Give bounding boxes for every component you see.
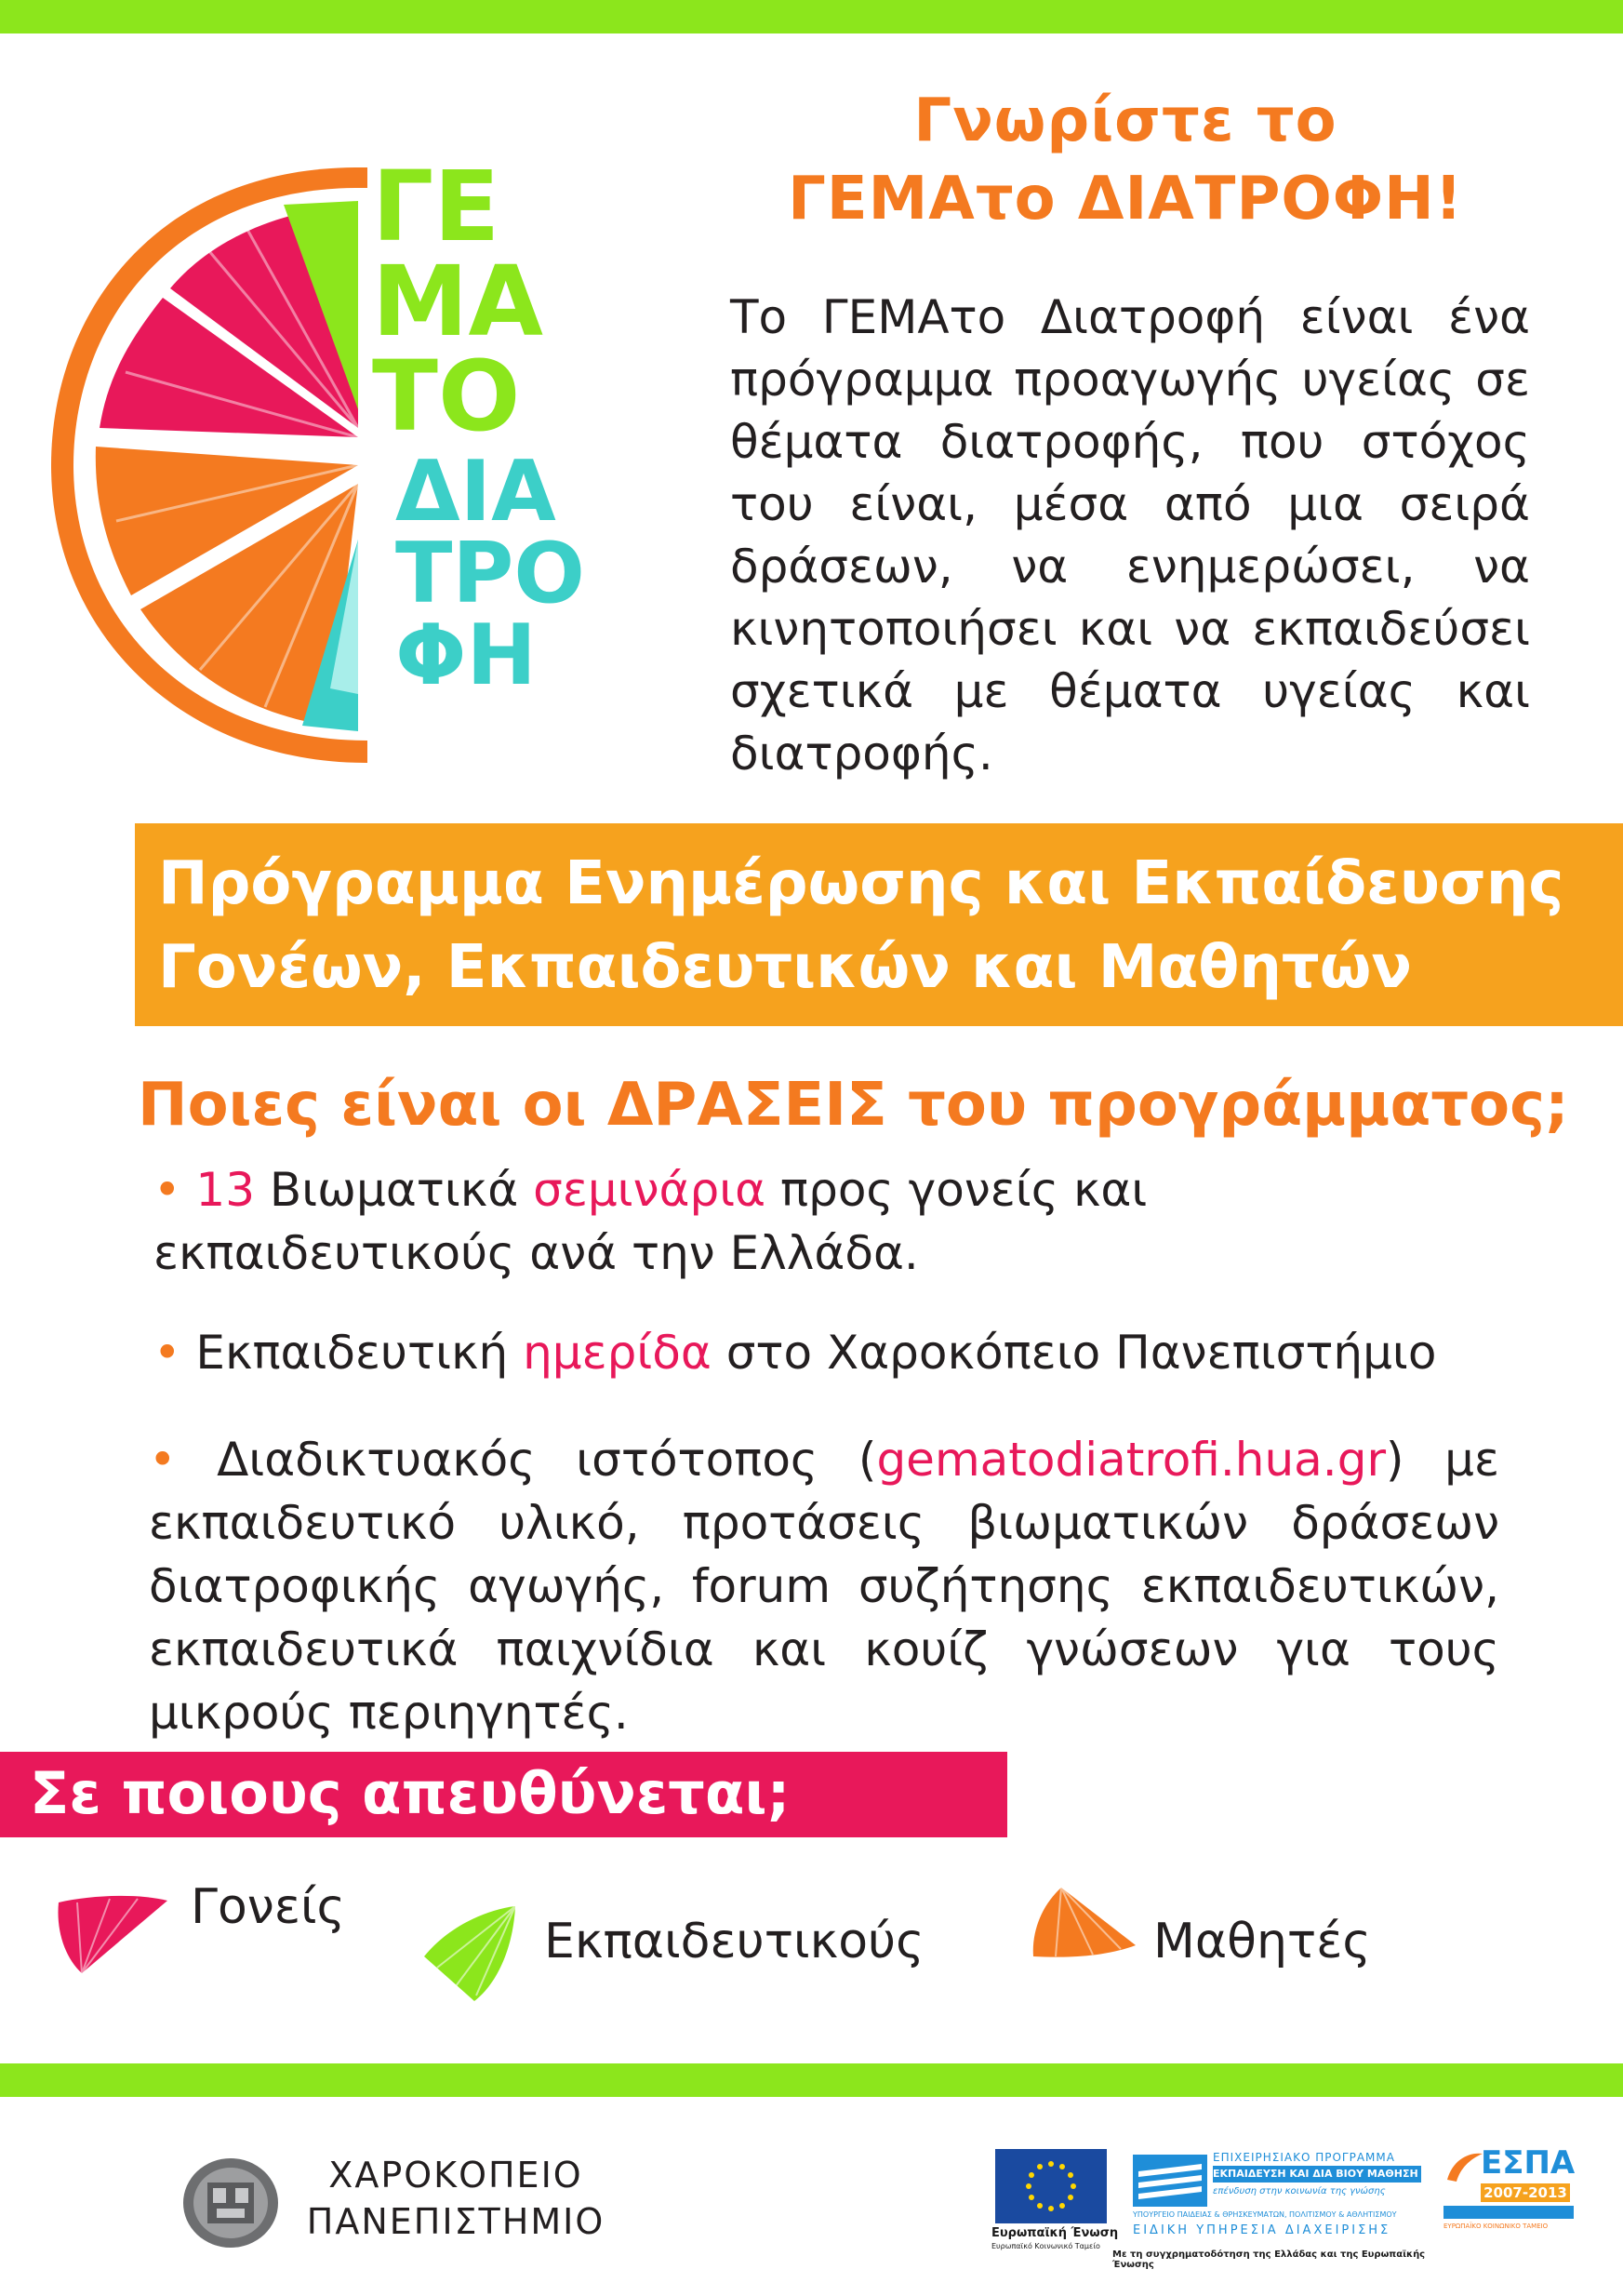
- actions-heading: Ποιες είναι οι ΔΡΑΣΕΙΣ του προγράμματος;: [138, 1071, 1569, 1140]
- top-green-bar: [0, 0, 1623, 33]
- action-text: ) με εκπαιδευτικό υλικό, προτάσεις βιωματικών δράσεων διατροφικής αγωγής, forum συζήτησης εκπαιδευτικών, εκπαιδευτικά παιχνίδια και κουίζ γνώσεων για τους μικρούς περιηγητές.: [149, 1433, 1499, 1740]
- espa-sub: ΕΥΡΩΠΑΪΚΟ ΚΟΙΝΩΝΙΚΟ ΤΑΜΕΙΟ: [1443, 2223, 1549, 2230]
- op-line2: ΕΚΠΑΙΔΕΥΣΗ ΚΑΙ ΔΙΑ ΒΙΟΥ ΜΑΘΗΣΗ: [1213, 2166, 1421, 2183]
- eu-stars-icon: [995, 2149, 1107, 2223]
- espa-logo: [1443, 2144, 1574, 2237]
- logo-word-line: ΦΗ: [395, 607, 537, 705]
- espa-years: 2007-2013: [1481, 2183, 1570, 2202]
- bullet-icon: •: [153, 1326, 181, 1380]
- eu-label: Ευρωπαϊκή Ένωση: [991, 2226, 1119, 2240]
- op-line5: ΕΙΔΙΚΗ ΥΠΗΡΕΣΙΑ ΔΙΑΧΕΙΡΙΣΗΣ: [1133, 2223, 1391, 2237]
- headline-line2: ΓΕΜΑτο ΔΙΑΤΡΟΦΗ!: [788, 165, 1463, 234]
- parents-wedge-icon: [54, 1893, 170, 1977]
- action-item-seminars: [153, 1158, 1177, 1285]
- program-banner-line2: Γονέων, Εκπαιδευτικών και Μαθητών: [158, 933, 1412, 1002]
- action-text: Βιωματικά: [255, 1163, 534, 1217]
- op-line1: ΕΠΙΧΕΙΡΗΣΙΑΚΟ ΠΡΟΓΡΑΜΜΑ: [1213, 2151, 1395, 2164]
- university-line1: ΧΑΡΟΚΟΠΕΙΟ: [328, 2155, 583, 2196]
- program-banner-text: [158, 842, 1609, 1009]
- day-event-highlight: ημερίδα: [523, 1326, 712, 1380]
- seminars-count: 13: [195, 1163, 256, 1217]
- seminars-highlight: σεμινάρια: [533, 1163, 766, 1217]
- bottom-green-bar: [0, 2063, 1623, 2097]
- website-link[interactable]: gematodiatrofi.hua.gr: [876, 1433, 1386, 1487]
- espa-strip: [1443, 2206, 1574, 2219]
- students-wedge-icon: [1028, 1884, 1139, 1963]
- op-line3: επένδυση στην κοινωνία της γνώσης: [1213, 2186, 1386, 2196]
- logo-word-line: ΤΟ: [372, 339, 521, 453]
- op-waves-icon: [1133, 2155, 1207, 2207]
- university-seal-icon: [181, 2156, 280, 2249]
- espa-swoosh-icon: [1443, 2148, 1484, 2185]
- teachers-wedge-icon: [419, 1902, 521, 2005]
- audience-students: Μαθητές: [1153, 1914, 1371, 1969]
- headline-line1: Γνωρίστε το: [913, 87, 1337, 155]
- action-text: στο Χαροκόπειο Πανεπιστήμιο: [711, 1326, 1437, 1380]
- university-line2: ΠΑΝΕΠΙΣΤΗΜΙΟ: [306, 2201, 605, 2242]
- bullet-icon: •: [153, 1163, 181, 1217]
- program-banner-line1: Πρόγραμμα Ενημέρωσης και Εκπαίδευσης: [158, 849, 1564, 918]
- logo-word-diatrofi: [395, 443, 585, 705]
- eu-sub: Ευρωπαϊκό Κοινωνικό Ταμείο: [991, 2242, 1100, 2250]
- logo-word-line: ΤΡΟ: [395, 525, 585, 623]
- cofund-note: Με τη συγχρηματοδότηση της Ελλάδας και της Ευρωπαϊκής Ένωσης: [1112, 2249, 1426, 2270]
- headline: [763, 82, 1488, 238]
- action-text: προς γονείς και εκπαιδευτικούς ανά την Ελλάδα.: [153, 1163, 1148, 1280]
- logo-word-line: ΓΕ: [372, 150, 500, 263]
- audience-heading: Σε ποιους απευθύνεται;: [30, 1759, 791, 1827]
- audience-teachers: Εκπαιδευτικούς: [544, 1914, 925, 1969]
- bullet-icon: •: [149, 1433, 177, 1487]
- action-text: Διαδικτυακός ιστότοπος (: [176, 1433, 877, 1487]
- action-text: Εκπαιδευτική: [180, 1326, 524, 1380]
- audience-parents: Γονείς: [191, 1879, 346, 1935]
- action-item-day-event: [153, 1321, 1549, 1384]
- espa-title: ΕΣΠΑ: [1481, 2144, 1576, 2182]
- intro-paragraph: Το ΓΕΜΑτο Διατροφή είναι ένα πρόγραμμα προαγωγής υγείας σε θέματα διατροφής, που στόχος του είναι, μέσα από μια σειρά δράσεων, να ενημερώσει, να κινητοποιήσει και να εκπαιδεύσει σχετικά με θέματα υγείας και διατροφής.: [730, 290, 1530, 781]
- op-logo: [1133, 2149, 1421, 2207]
- logo-word-line: ΔΙΑ: [395, 443, 556, 541]
- eu-flag-icon: [995, 2149, 1107, 2223]
- logo-word-gemato: [372, 150, 543, 453]
- logo-word-line: ΜΑ: [372, 244, 543, 358]
- op-line4: ΥΠΟΥΡΓΕΙΟ ΠΑΙΔΕΙΑΣ & ΘΡΗΣΚΕΥΜΑΤΩΝ, ΠΟΛΙΤΙΣΜΟΥ & ΑΘΛΗΤΙΣΜΟΥ: [1133, 2210, 1397, 2219]
- university-name: [302, 2152, 609, 2245]
- action-item-website: [149, 1428, 1499, 1744]
